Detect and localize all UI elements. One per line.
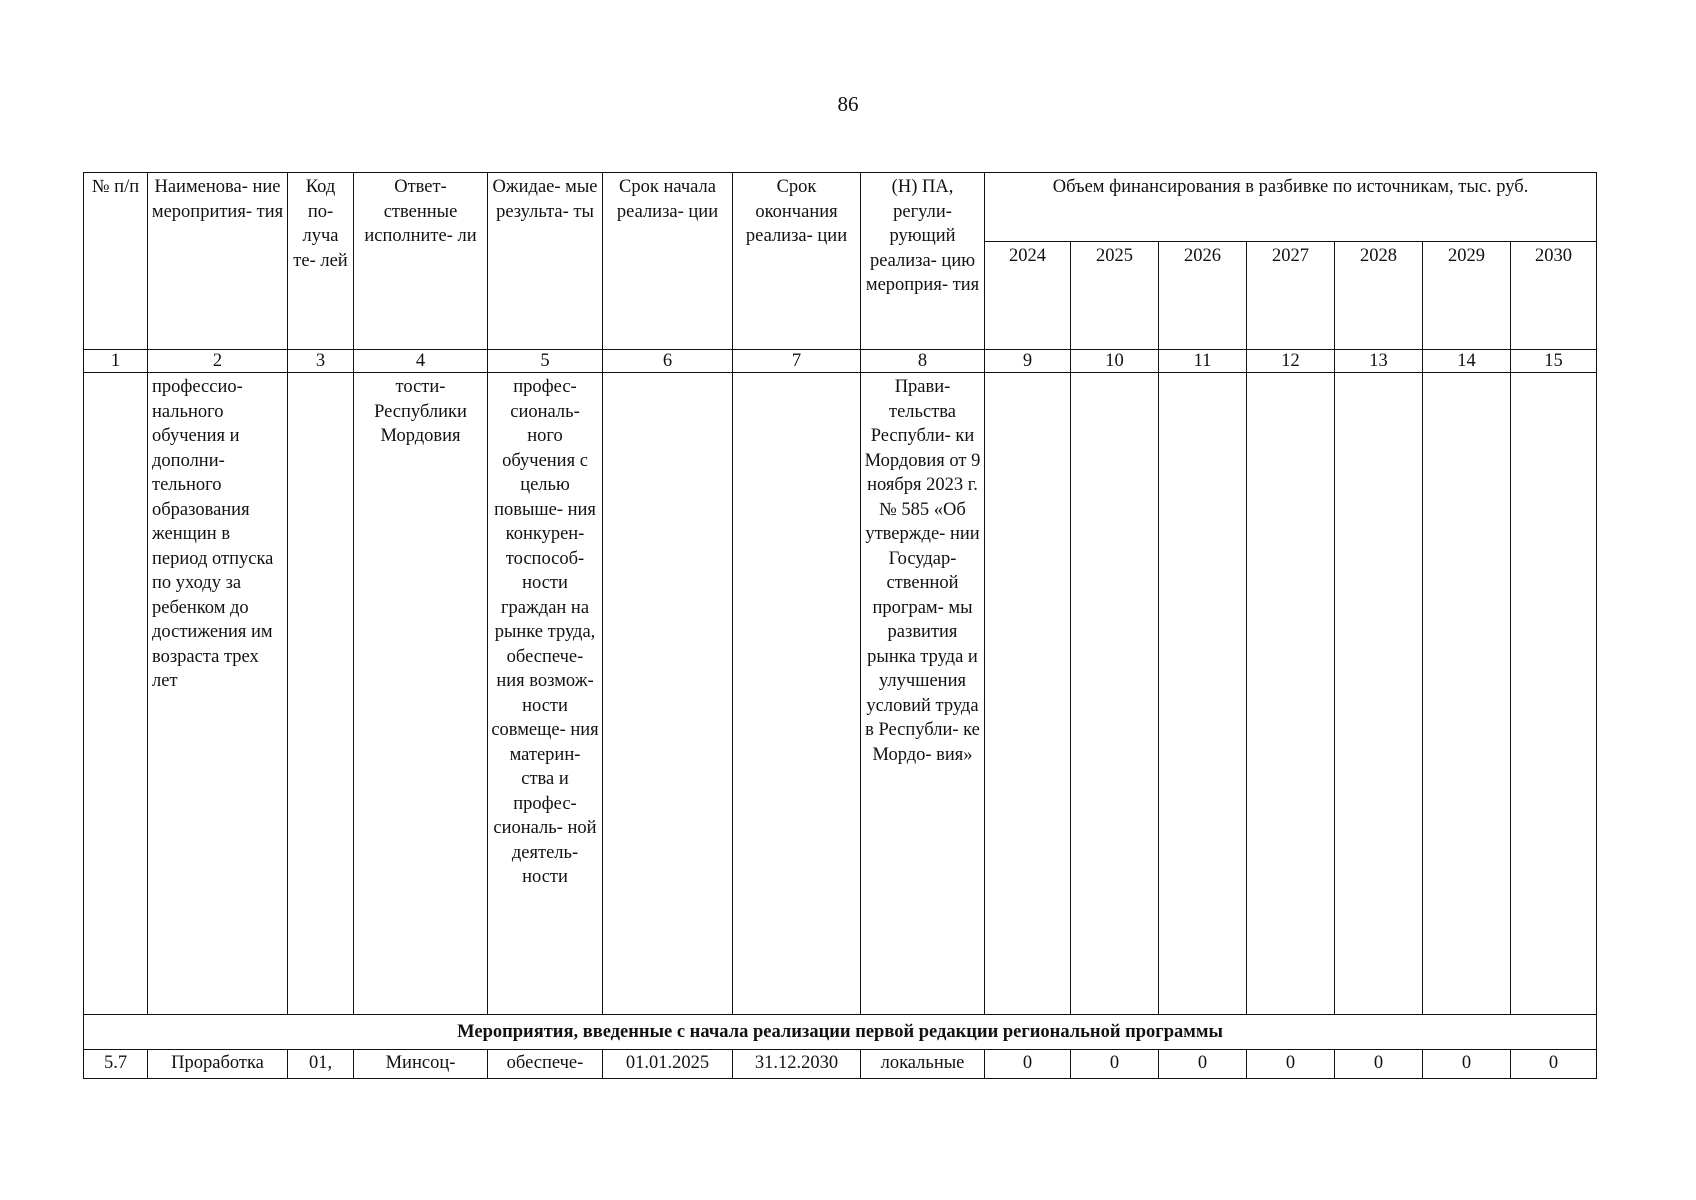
continued-table-row <box>84 373 1597 1015</box>
page-number: 86 <box>837 92 859 116</box>
cell-end-date <box>733 373 861 1015</box>
column-number: 3 <box>288 350 354 373</box>
column-number: 7 <box>733 350 861 373</box>
column-number: 5 <box>488 350 603 373</box>
cell-year-value <box>985 373 1071 1015</box>
cell-year-value <box>1159 373 1247 1015</box>
column-number: 4 <box>354 350 488 373</box>
header-name: Наименова- ние меропрития- тия <box>148 173 288 350</box>
section-row <box>84 1015 1597 1050</box>
column-number: 11 <box>1159 350 1247 373</box>
header-legal-act: (Н) ПА, регули- рующий реализа- цию мероприя- тия <box>861 173 985 350</box>
cell-year-value <box>1511 373 1597 1015</box>
cell-year-value: 0 <box>985 1050 1071 1079</box>
cell-year-value <box>1071 373 1159 1015</box>
column-number: 6 <box>603 350 733 373</box>
header-year: 2024 <box>985 242 1071 350</box>
cell-start-date <box>603 373 733 1015</box>
header-year: 2030 <box>1511 242 1597 350</box>
cell-responsible: Минсоц- <box>354 1050 488 1079</box>
cell-end-date: 31.12.2030 <box>733 1050 861 1079</box>
cell-legal-act: локальные <box>861 1050 985 1079</box>
table-row <box>84 1050 1597 1079</box>
cell-year-value: 0 <box>1159 1050 1247 1079</box>
column-number: 13 <box>1335 350 1423 373</box>
cell-year-value: 0 <box>1423 1050 1511 1079</box>
cell-measure-name: Проработка <box>148 1050 288 1079</box>
header-code: Код по- луча те- лей <box>288 173 354 350</box>
header-row <box>84 173 1597 242</box>
cell-year-value <box>1423 373 1511 1015</box>
header-responsible: Ответ- ственные исполните- ли <box>354 173 488 350</box>
column-number: 2 <box>148 350 288 373</box>
header-num: № п/п <box>84 173 148 350</box>
header-year: 2028 <box>1335 242 1423 350</box>
cell-num: 5.7 <box>84 1050 148 1079</box>
cell-year-value <box>1247 373 1335 1015</box>
column-number: 12 <box>1247 350 1335 373</box>
cell-expected-results: профес- сиональ- ного обучения с целью повыше- ния конкурен- тоспособ- ности граждан на рынке труда, обеспече- ния возмож- ности совмеще- ния материн- ства и профес- сиональ- ной деятель- ности <box>488 373 603 1015</box>
header-year: 2026 <box>1159 242 1247 350</box>
cell-measure-name: профессио- нального обучения и дополни- тельного образования женщин в период отпуска по уходу за ребенком до достижения им возраста трех лет <box>148 373 288 1015</box>
measures-table <box>83 172 1597 1079</box>
header-year: 2025 <box>1071 242 1159 350</box>
header-year: 2027 <box>1247 242 1335 350</box>
cell-year-value: 0 <box>1511 1050 1597 1079</box>
cell-code <box>288 373 354 1015</box>
cell-expected-results: обеспече- <box>488 1050 603 1079</box>
cell-responsible: тости- Республики Мордовия <box>354 373 488 1015</box>
cell-start-date: 01.01.2025 <box>603 1050 733 1079</box>
header-end-date: Срок окончания реализа- ции <box>733 173 861 350</box>
column-number: 10 <box>1071 350 1159 373</box>
cell-year-value: 0 <box>1247 1050 1335 1079</box>
column-number: 9 <box>985 350 1071 373</box>
column-number: 15 <box>1511 350 1597 373</box>
column-number: 14 <box>1423 350 1511 373</box>
header-financing: Объем финансирования в разбивке по источникам, тыс. руб. <box>985 173 1597 242</box>
column-number-row <box>84 350 1597 373</box>
header-start-date: Срок начала реализа- ции <box>603 173 733 350</box>
cell-code: 01, <box>288 1050 354 1079</box>
cell-year-value: 0 <box>1335 1050 1423 1079</box>
cell-num <box>84 373 148 1015</box>
column-number: 1 <box>84 350 148 373</box>
header-year: 2029 <box>1423 242 1511 350</box>
header-expected-results: Ожидае- мые результа- ты <box>488 173 603 350</box>
cell-year-value: 0 <box>1071 1050 1159 1079</box>
cell-year-value <box>1335 373 1423 1015</box>
column-number: 8 <box>861 350 985 373</box>
section-title: Мероприятия, введенные с начала реализации первой редакции региональной программы <box>84 1015 1597 1050</box>
cell-legal-act: Прави- тельства Республи- ки Мордовия от 9 ноября 2023 г. № 585 «Об утвержде- нии Государ- ственной програм- мы развития рынка труда и улучшения условий труда в Республи- ке Мордо- вия» <box>861 373 985 1015</box>
